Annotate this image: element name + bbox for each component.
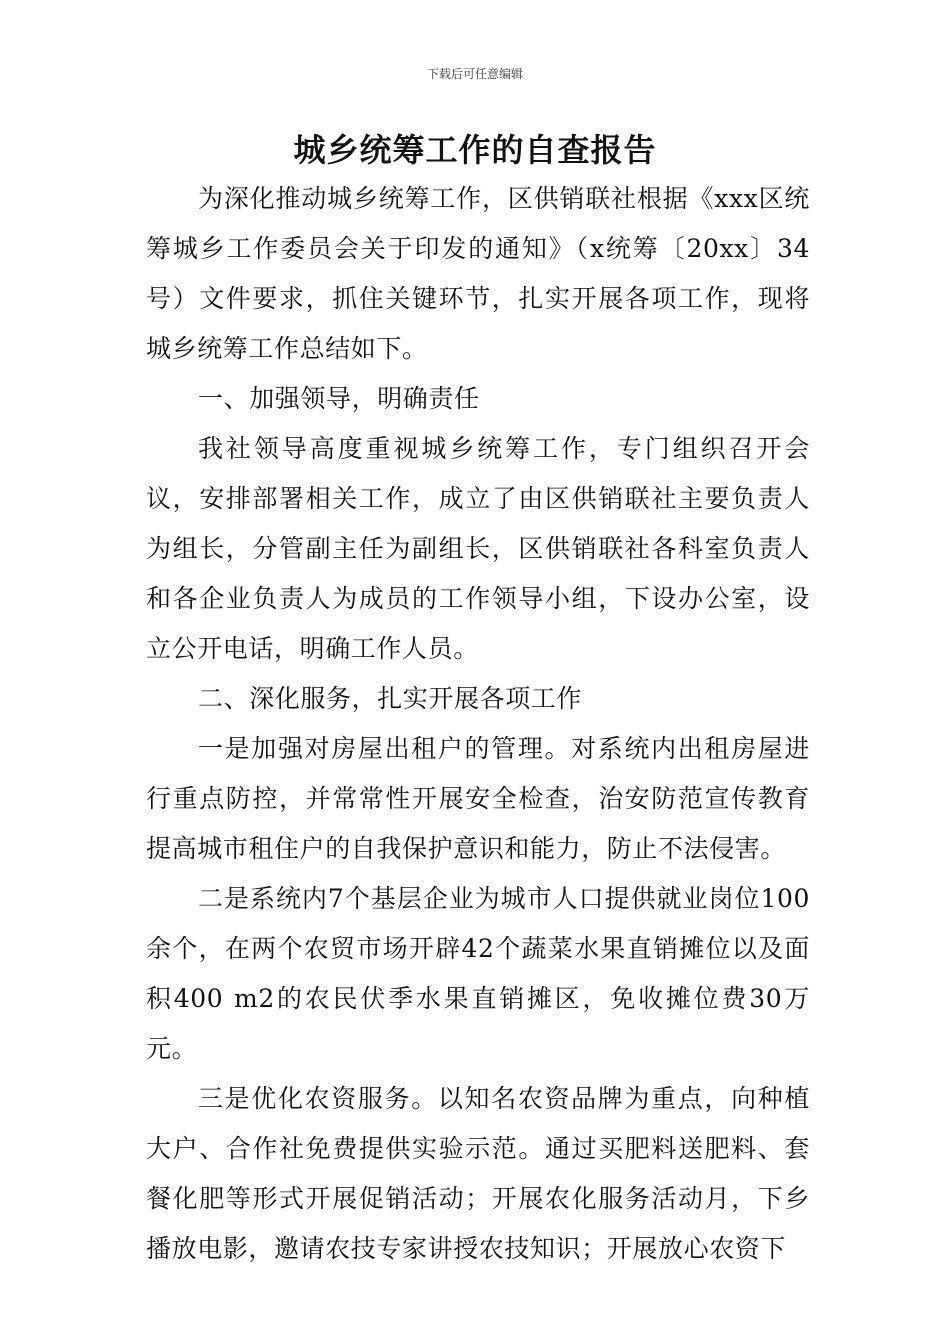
intro-paragraph: 为深化推动城乡统筹工作，区供销联社根据《xxx区统筹城乡工作委员会关于印发的通知》（x统筹〔20xx〕34号）文件要求，抓住关键环节，扎实开展各项工作，现将城乡统筹工作总结如下。 bbox=[146, 184, 810, 363]
section-1-paragraph: 我社领导高度重视城乡统筹工作，专门组织召开会议，安排部署相关工作，成立了由区供销联社主要负责人为组长，分管副主任为副组长，区供销联社各科室负责人和各企业负责人为成员的工作领导小组，下设办公室，设立公开电话，明确工作人员。 bbox=[146, 434, 810, 663]
document-body bbox=[146, 174, 810, 1274]
document-title: 城乡统筹工作的自查报告 bbox=[293, 131, 657, 169]
section-2-item-3-paragraph: 三是优化农资服务。以知名农资品牌为重点，向种植大户、合作社免费提供实验示范。通过买肥料送肥料、套餐化肥等形式开展促销活动；开展农化服务活动月，下乡播放电影，邀请农技专家讲授农技知识；开展放心农资下 bbox=[146, 1084, 810, 1263]
section-heading-1: 一、加强领导，明确责任 bbox=[198, 384, 480, 413]
section-heading-2: 二、深化服务，扎实开展各项工作 bbox=[198, 684, 583, 713]
page-header-note: 下载后可任意编辑 bbox=[426, 67, 523, 81]
section-2-item-2-paragraph: 二是系统内7个基层企业为城市人口提供就业岗位100余个，在两个农贸市场开辟42个蔬菜水果直销摊位以及面积400 m2的农民伏季水果直销摊区，免收摊位费30万元。 bbox=[146, 884, 810, 1063]
section-2-item-1-paragraph: 一是加强对房屋出租户的管理。对系统内出租房屋进行重点防控，并常常性开展安全检查，治安防范宣传教育提高城市租住户的自我保护意识和能力，防止不法侵害。 bbox=[146, 734, 810, 863]
